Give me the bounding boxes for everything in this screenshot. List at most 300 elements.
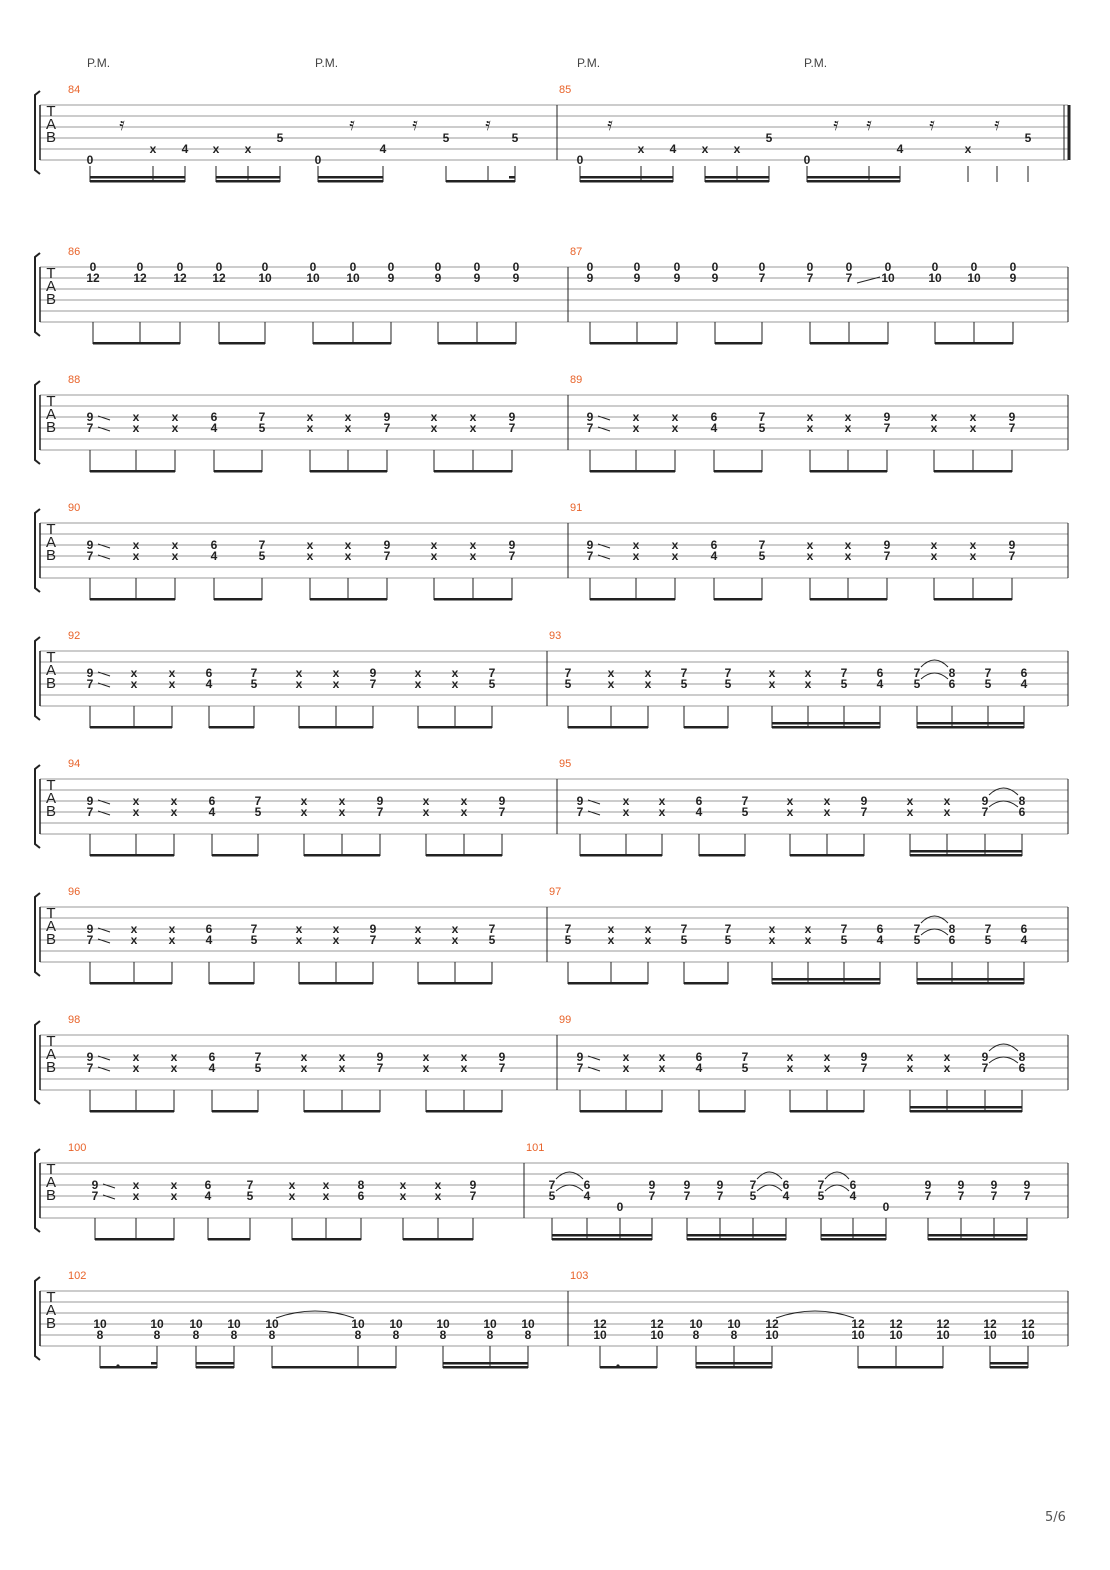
fret-number: 0 [512,260,520,274]
fret-number: 7 [984,922,992,936]
fret-number: 7 [840,922,848,936]
tab-clef-letter: T [46,1161,56,1178]
fret-number: 8 [1018,794,1026,808]
note-beam [807,180,900,183]
dead-note: x [658,1061,666,1075]
dead-note: x [930,421,938,435]
dead-note: x [132,794,140,808]
dead-note: x [632,421,640,435]
fret-number: 7 [724,922,732,936]
dead-note: x [930,410,938,424]
fret-number: 8 [153,1328,161,1342]
dead-note: x [414,677,422,691]
fret-number: 6 [1018,805,1026,819]
note-beam [772,982,880,985]
measure-number: 96 [68,886,81,898]
dead-note: x [768,933,776,947]
dead-note: x [300,1061,308,1075]
dead-note: x [823,805,831,819]
note-beam [917,978,1024,981]
dead-note: x [130,922,138,936]
fret-number: 7 [508,421,516,435]
fret-number: 0 [349,260,357,274]
rest-symbol: 𝄿 [412,114,418,134]
dead-note: x [469,538,477,552]
fret-number: 10 [265,1317,279,1331]
fret-number: 8 [96,1328,104,1342]
fret-number: 8 [354,1328,362,1342]
slur-arc [556,1185,583,1191]
fret-number: 10 [306,271,320,285]
dead-note: x [170,1178,178,1192]
fret-number: 4 [710,421,718,435]
dead-note: x [414,666,422,680]
fret-number: 6 [710,538,718,552]
note-beam [990,1362,1028,1365]
dead-note: x [701,142,709,156]
slur-arc [989,801,1018,807]
fret-number: 9 [86,538,94,552]
note-beam [910,1106,1022,1109]
note-beam [580,176,673,179]
fret-number: 7 [716,1189,724,1203]
fret-number: 7 [86,677,94,691]
dead-note: x [806,421,814,435]
dead-note: x [132,1178,140,1192]
note-beam [772,726,880,729]
fret-number: 9 [1023,1178,1031,1192]
dead-note: x [844,549,852,563]
fret-number: 0 [261,260,269,274]
fret-number: 5 [765,131,773,145]
fret-number: 5 [488,677,496,691]
fret-number: 7 [383,549,391,563]
note-beam [299,726,373,729]
fret-number: 5 [548,1189,556,1203]
dead-note: x [451,677,459,691]
fret-number: 7 [913,666,921,680]
fret-number: 7 [469,1189,477,1203]
tab-clef-letter: B [45,803,57,820]
dead-note: x [632,549,640,563]
fret-number: 12 [212,271,226,285]
note-beam [443,1366,528,1369]
dead-note: x [338,794,346,808]
fret-number: 7 [758,538,766,552]
fret-number: 9 [711,271,719,285]
dead-note: x [906,1050,914,1064]
note-beam [714,470,762,473]
fret-number: 0 [473,260,481,274]
fret-number: 9 [376,794,384,808]
rest-symbol: 𝄿 [485,114,491,134]
dead-note: x [644,677,652,691]
note-beam [687,1238,786,1241]
measure-number: 99 [559,1014,572,1026]
note-beam [687,1234,786,1237]
fret-number: 5 [488,933,496,947]
fret-number: 0 [1009,260,1017,274]
note-beam [100,1366,157,1369]
tab-clef-letter: T [46,649,56,666]
fret-number: 9 [369,922,377,936]
dead-note: x [130,677,138,691]
fret-number: 8 [357,1178,365,1192]
fret-number: 9 [716,1178,724,1192]
fret-number: 0 [86,153,94,167]
fret-number: 7 [883,421,891,435]
fret-number: 8 [524,1328,532,1342]
fret-number: 0 [314,153,322,167]
tab-clef-letter: B [45,419,57,436]
fret-number: 0 [576,153,584,167]
dead-note: x [295,922,303,936]
dead-note: x [344,549,352,563]
dead-note: x [288,1189,296,1203]
fret-number: 6 [710,410,718,424]
measure-number: 95 [559,758,572,770]
dead-note: x [168,933,176,947]
dead-note: x [622,1050,630,1064]
fret-number: 4 [208,805,216,819]
fret-number: 0 [845,260,853,274]
dead-note: x [306,538,314,552]
note-beam [934,470,1012,473]
fret-number: 5 [984,933,992,947]
dead-note: x [906,805,914,819]
note-beam [212,854,258,857]
note-beam [196,1366,234,1369]
dead-note: x [786,1061,794,1075]
fret-number: 6 [948,677,956,691]
tab-clef-letter: B [45,291,57,308]
fret-number: 7 [1023,1189,1031,1203]
tab-clef-letter: A [45,790,57,807]
dead-note: x [768,677,776,691]
note-beam [699,854,745,857]
note-beam [304,1110,380,1113]
tab-clef-letter: T [46,905,56,922]
fret-number: 7 [758,410,766,424]
dead-note: x [969,410,977,424]
dead-note: x [607,922,615,936]
note-beam [696,1366,772,1369]
rhythm-dot [116,1364,119,1367]
note-beam [910,1110,1022,1113]
fret-number: 6 [782,1178,790,1192]
fret-number: 7 [91,1189,99,1203]
dead-note: x [733,142,741,156]
dead-note: x [332,666,340,680]
measure-number: 98 [68,1014,81,1026]
fret-number: 9 [86,666,94,680]
fret-number: 7 [250,666,258,680]
fret-number: 6 [583,1178,591,1192]
fret-number: 10 [483,1317,497,1331]
fret-number: 12 [173,271,187,285]
fret-number: 7 [984,666,992,680]
fret-number: 5 [741,805,749,819]
fret-number: 9 [648,1178,656,1192]
fret-number: 10 [928,271,942,285]
note-beam [810,342,888,345]
fret-number: 0 [803,153,811,167]
fret-number: 9 [498,794,506,808]
dead-note: x [671,549,679,563]
rest-symbol: 𝄿 [866,114,872,134]
fret-number: 7 [369,677,377,691]
tab-clef-letter: B [45,1315,57,1332]
note-beam [272,1366,396,1369]
note-beam [580,854,662,857]
dead-note: x [338,805,346,819]
tab-clef-letter: B [45,547,57,564]
beam-stub [151,1362,157,1365]
note-beam [821,1238,886,1241]
palm-mute-marking: P.M. [315,56,339,70]
note-beam [684,982,728,985]
dead-note: x [338,1050,346,1064]
fret-number: 0 [387,260,395,274]
fret-number: 7 [680,922,688,936]
slur-arc [989,1044,1018,1051]
note-beam [299,982,373,985]
fret-number: 0 [633,260,641,274]
dead-note: x [422,794,430,808]
fret-number: 9 [469,1178,477,1192]
note-beam [552,1234,652,1237]
fret-number: 6 [876,666,884,680]
fret-number: 8 [192,1328,200,1342]
dead-note: x [930,549,938,563]
dead-note: x [460,794,468,808]
rest-symbol: 𝄿 [607,114,613,134]
note-beam [90,598,175,601]
fret-number: 4 [876,677,884,691]
fret-number: 9 [434,271,442,285]
fret-number: 9 [508,410,516,424]
fret-number: 9 [860,1050,868,1064]
tab-clef-letter: T [46,103,56,120]
dead-note: x [171,410,179,424]
dead-note: x [434,1178,442,1192]
dead-note: x [422,1061,430,1075]
fret-number: 6 [695,794,703,808]
dead-note: x [806,538,814,552]
dead-note: x [906,1061,914,1075]
fret-number: 6 [357,1189,365,1203]
fret-number: 5 [254,805,262,819]
fret-number: 4 [210,549,218,563]
dead-note: x [823,1050,831,1064]
fret-number: 12 [889,1317,903,1331]
dead-note: x [414,933,422,947]
fret-number: 9 [883,538,891,552]
fret-number: 5 [984,677,992,691]
dead-note: x [399,1178,407,1192]
fret-number: 9 [633,271,641,285]
fret-number: 5 [511,131,519,145]
note-beam [304,854,380,857]
fret-number: 7 [86,421,94,435]
dead-note: x [607,933,615,947]
fret-number: 10 [1021,1328,1035,1342]
fret-number: 9 [586,271,594,285]
measure-number: 90 [68,502,81,514]
fret-number: 0 [882,1200,890,1214]
dead-note: x [430,549,438,563]
dead-note: x [644,933,652,947]
measure-number: 91 [570,502,583,514]
note-beam [216,180,280,183]
dead-note: x [300,1050,308,1064]
note-beam [434,598,512,601]
note-beam [209,982,254,985]
tab-clef-letter: A [45,116,57,133]
fret-number: 10 [227,1317,241,1331]
fret-number: 12 [936,1317,950,1331]
fret-number: 12 [593,1317,607,1331]
fret-number: 7 [840,666,848,680]
note-beam [790,854,864,857]
fret-number: 7 [957,1189,965,1203]
dead-note: x [132,410,140,424]
tab-clef-letter: A [45,406,57,423]
fret-number: 9 [990,1178,998,1192]
fret-number: 9 [369,666,377,680]
note-beam [917,726,1024,729]
fret-number: 7 [680,666,688,680]
fret-number: 4 [710,549,718,563]
fret-number: 7 [817,1178,825,1192]
slur-arc [989,788,1018,795]
fret-number: 9 [673,271,681,285]
measure-number: 87 [570,246,583,258]
note-beam [705,180,769,183]
dead-note: x [844,421,852,435]
note-beam [212,1110,258,1113]
note-beam [696,1362,772,1365]
dead-note: x [306,421,314,435]
dead-note: x [430,538,438,552]
fret-number: 8 [1018,1050,1026,1064]
dead-note: x [170,805,178,819]
note-beam [196,1362,234,1365]
note-beam [90,470,175,473]
fret-number: 10 [351,1317,365,1331]
fret-number: 4 [379,142,387,156]
fret-number: 4 [896,142,904,156]
fret-number: 7 [586,549,594,563]
fret-number: 7 [254,1050,262,1064]
fret-number: 7 [913,922,921,936]
dead-note: x [671,421,679,435]
note-beam [90,854,174,857]
fret-number: 8 [392,1328,400,1342]
tab-system [35,91,1069,183]
fret-number: 4 [695,1061,703,1075]
note-beam [552,1238,652,1241]
note-beam [772,978,880,981]
dead-note: x [768,922,776,936]
tab-clef-letter: T [46,777,56,794]
note-beam [313,342,391,345]
dead-note: x [644,666,652,680]
note-beam [807,176,900,179]
note-beam [580,180,673,183]
dead-note: x [322,1189,330,1203]
fret-number: 8 [268,1328,276,1342]
fret-number: 0 [884,260,892,274]
fret-number: 9 [683,1178,691,1192]
measure-number: 92 [68,630,81,642]
dead-note: x [622,794,630,808]
dead-note: x [943,1050,951,1064]
fret-number: 7 [498,1061,506,1075]
dead-note: x [964,142,972,156]
fret-number: 9 [86,794,94,808]
fret-number: 0 [673,260,681,274]
dead-note: x [332,677,340,691]
beam-stub [509,176,515,179]
fret-number: 8 [692,1328,700,1342]
tab-clef-letter: T [46,1033,56,1050]
fret-number: 5 [758,421,766,435]
tab-clef-letter: A [45,1046,57,1063]
dead-note: x [171,538,179,552]
fret-number: 10 [258,271,272,285]
fret-number: 9 [981,794,989,808]
dead-note: x [844,538,852,552]
dead-note: x [804,922,812,936]
note-beam [426,854,502,857]
slur-arc [276,1311,354,1318]
rest-symbol: 𝄿 [119,114,125,134]
tab-clef-letter: T [46,1289,56,1306]
dead-note: x [823,1061,831,1075]
note-beam [90,982,172,985]
note-beam [934,598,1012,601]
dead-note: x [786,805,794,819]
fret-number: 10 [650,1328,664,1342]
fret-number: 7 [86,805,94,819]
fret-number: 10 [727,1317,741,1331]
fret-number: 9 [498,1050,506,1064]
dead-note: x [786,1050,794,1064]
measure-number: 89 [570,374,583,386]
fret-number: 6 [208,1050,216,1064]
dead-note: x [804,933,812,947]
fret-number: 5 [913,677,921,691]
fret-number: 12 [851,1317,865,1331]
fret-number: 7 [564,922,572,936]
dead-note: x [768,666,776,680]
fret-number: 0 [758,260,766,274]
dead-note: x [806,549,814,563]
fret-number: 7 [990,1189,998,1203]
fret-number: 7 [724,666,732,680]
dead-note: x [671,410,679,424]
dead-note: x [344,538,352,552]
fret-number: 5 [741,1061,749,1075]
fret-number: 9 [383,538,391,552]
note-beam [446,180,515,183]
note-beam [216,176,280,179]
dead-note: x [451,666,459,680]
dead-note: x [149,142,157,156]
fret-number: 6 [210,410,218,424]
dead-note: x [170,1061,178,1075]
